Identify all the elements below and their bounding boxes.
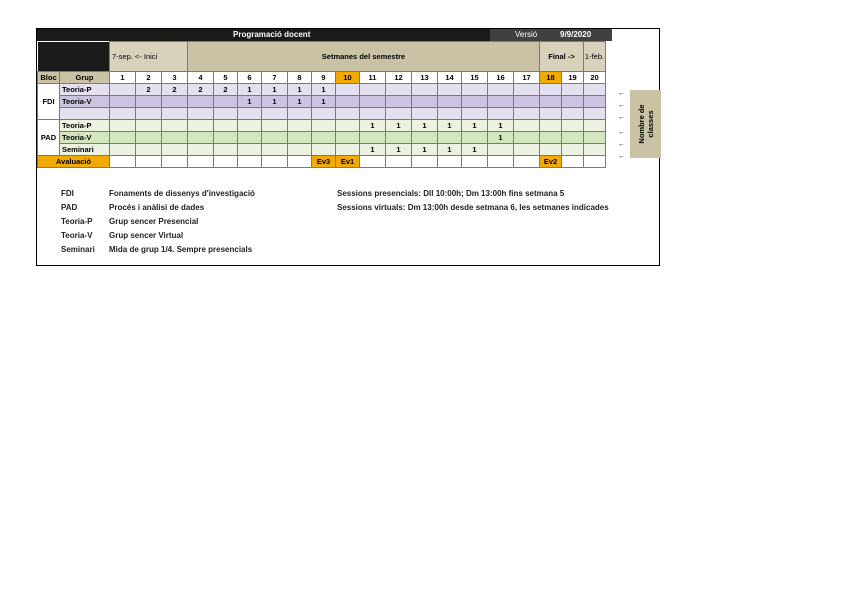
week-cell: [462, 132, 488, 144]
week-header: 11: [360, 72, 386, 84]
evaluation-cell: [136, 156, 162, 168]
week-cell: [584, 144, 606, 156]
week-cell: [488, 108, 514, 120]
week-header: 3: [162, 72, 188, 84]
week-cell: 2: [162, 84, 188, 96]
week-cell: [584, 108, 606, 120]
week-cell: [262, 108, 288, 120]
week-cell: [336, 144, 360, 156]
week-cell: [540, 132, 562, 144]
week-cell: [288, 108, 312, 120]
week-cell: [336, 84, 360, 96]
week-header: 15: [462, 72, 488, 84]
grup-cell: Teoria-P: [60, 120, 110, 132]
week-header: 16: [488, 72, 514, 84]
week-cell: [488, 84, 514, 96]
banner-middle: Setmanes del semestre: [188, 42, 540, 72]
week-cell: [162, 132, 188, 144]
week-cell: 1: [438, 144, 462, 156]
week-cell: [386, 132, 412, 144]
week-header: 1: [110, 72, 136, 84]
week-header: 17: [514, 72, 540, 84]
week-cell: [136, 96, 162, 108]
banner-end: Final ->: [540, 42, 584, 72]
week-cell: 1: [312, 96, 336, 108]
evaluation-cell: Ev3: [312, 156, 336, 168]
week-cell: [438, 96, 462, 108]
week-cell: [162, 120, 188, 132]
week-cell: 1: [238, 96, 262, 108]
week-cell: 1: [288, 96, 312, 108]
arrow-left-icon: ←: [618, 141, 625, 148]
week-header: 18: [540, 72, 562, 84]
week-cell: [360, 132, 386, 144]
week-cell: [438, 132, 462, 144]
week-cell: [584, 96, 606, 108]
evaluation-cell: [562, 156, 584, 168]
week-cell: 1: [438, 120, 462, 132]
week-cell: [562, 108, 584, 120]
week-cell: [336, 96, 360, 108]
legend-key: FDI: [61, 189, 74, 198]
week-cell: [540, 84, 562, 96]
evaluation-cell: [214, 156, 238, 168]
week-cell: [162, 96, 188, 108]
week-cell: [238, 144, 262, 156]
evaluation-cell: [162, 156, 188, 168]
week-cell: 1: [488, 120, 514, 132]
evaluation-label: Avaluació: [38, 156, 110, 168]
week-cell: [110, 120, 136, 132]
week-cell: [438, 84, 462, 96]
week-cell: 1: [462, 120, 488, 132]
table-row: [38, 108, 606, 120]
week-header: 12: [386, 72, 412, 84]
week-cell: [214, 96, 238, 108]
blank-corner: [38, 42, 110, 72]
week-cell: [462, 96, 488, 108]
week-header: 5: [214, 72, 238, 84]
evaluation-cell: [386, 156, 412, 168]
week-cell: [412, 108, 438, 120]
week-cell: 2: [214, 84, 238, 96]
week-cell: [136, 108, 162, 120]
week-cell: [188, 96, 214, 108]
week-cell: 2: [136, 84, 162, 96]
week-cell: [412, 132, 438, 144]
week-cell: [136, 132, 162, 144]
evaluation-cell: Ev2: [540, 156, 562, 168]
week-cell: 1: [488, 132, 514, 144]
week-cell: 1: [462, 144, 488, 156]
week-cell: [238, 120, 262, 132]
page-title: Programació docent: [233, 30, 311, 39]
week-header: 19: [562, 72, 584, 84]
week-cell: [312, 108, 336, 120]
week-cell: [288, 120, 312, 132]
evaluation-cell: Ev1: [336, 156, 360, 168]
week-cell: [540, 144, 562, 156]
week-cell: 2: [188, 84, 214, 96]
schedule-table: [37, 41, 606, 168]
week-cell: [110, 132, 136, 144]
grup-cell: Seminari: [60, 144, 110, 156]
week-cell: [462, 84, 488, 96]
week-cell: 1: [262, 84, 288, 96]
week-header: 9: [312, 72, 336, 84]
legend-value: Fonaments de dissenys d'investigació: [109, 189, 255, 198]
week-cell: [262, 144, 288, 156]
week-cell: 1: [386, 120, 412, 132]
week-cell: [514, 108, 540, 120]
week-cell: [214, 108, 238, 120]
week-cell: 1: [262, 96, 288, 108]
week-cell: 1: [386, 144, 412, 156]
week-cell: 1: [360, 144, 386, 156]
week-cell: [336, 108, 360, 120]
evaluation-cell: [514, 156, 540, 168]
bloc-cell: FDI: [38, 84, 60, 120]
week-cell: [262, 132, 288, 144]
evaluation-row: [38, 156, 606, 168]
legend-key: PAD: [61, 203, 78, 212]
week-cell: [238, 108, 262, 120]
bloc-header: Bloc: [38, 72, 60, 84]
week-cell: 1: [312, 84, 336, 96]
grup-cell: Teoria-V: [60, 96, 110, 108]
week-cell: [162, 144, 188, 156]
week-header: 7: [262, 72, 288, 84]
week-cell: [136, 144, 162, 156]
grup-cell: [60, 108, 110, 120]
week-cell: [540, 96, 562, 108]
week-cell: [110, 144, 136, 156]
week-cell: [412, 96, 438, 108]
version-area: [490, 29, 612, 41]
week-cell: [488, 96, 514, 108]
legend-value: Grup sencer Virtual: [109, 231, 184, 240]
bloc-cell: PAD: [38, 120, 60, 156]
arrow-left-icon: ←: [618, 153, 625, 160]
evaluation-cell: [584, 156, 606, 168]
table-row: [38, 84, 606, 96]
week-cell: [540, 108, 562, 120]
version-label: Versió: [515, 30, 538, 39]
week-cell: [514, 132, 540, 144]
week-cell: [162, 108, 188, 120]
table-row: [38, 120, 606, 132]
side-label: [630, 90, 661, 158]
legend-value: Procés i anàlisi de dades: [109, 203, 205, 212]
week-header: 10: [336, 72, 360, 84]
table-row: [38, 96, 606, 108]
week-cell: [514, 84, 540, 96]
legend-value: Grup sencer Presencial: [109, 217, 199, 226]
week-cell: [110, 108, 136, 120]
week-cell: [360, 108, 386, 120]
table-row: [38, 144, 606, 156]
grup-header: Grup: [60, 72, 110, 84]
week-cell: [188, 132, 214, 144]
week-cell: [136, 120, 162, 132]
week-header-row: [38, 72, 606, 84]
legend-key: Seminari: [61, 245, 95, 254]
arrow-left-icon: ←: [618, 90, 625, 97]
week-cell: [110, 96, 136, 108]
evaluation-cell: [262, 156, 288, 168]
arrow-left-icon: ←: [618, 102, 625, 109]
week-cell: [386, 84, 412, 96]
arrow-left-icon: ←: [618, 114, 625, 121]
table-row: [38, 132, 606, 144]
evaluation-cell: [360, 156, 386, 168]
week-cell: [584, 120, 606, 132]
week-cell: [584, 132, 606, 144]
evaluation-cell: [412, 156, 438, 168]
week-header: 4: [188, 72, 214, 84]
week-cell: [360, 84, 386, 96]
grup-cell: Teoria-P: [60, 84, 110, 96]
evaluation-cell: [238, 156, 262, 168]
evaluation-cell: [110, 156, 136, 168]
week-cell: [462, 108, 488, 120]
sessions-presencials: Sessions presencials: Dll 10:00h; Dm 13:00h fins setmana 5: [337, 189, 565, 198]
week-cell: [412, 84, 438, 96]
evaluation-cell: [462, 156, 488, 168]
week-cell: [514, 144, 540, 156]
week-header: 13: [412, 72, 438, 84]
week-header: 14: [438, 72, 462, 84]
week-cell: [188, 144, 214, 156]
week-cell: [562, 84, 584, 96]
week-cell: [540, 120, 562, 132]
evaluation-cell: [438, 156, 462, 168]
week-cell: [438, 108, 462, 120]
week-cell: [238, 132, 262, 144]
legend-key: Teoria-P: [61, 217, 93, 226]
sessions-virtuals: Sessions virtuals: Dm 13:00h desde setmana 6, les setmanes indicades: [337, 203, 609, 212]
week-header: 2: [136, 72, 162, 84]
week-cell: [514, 120, 540, 132]
week-cell: 1: [288, 84, 312, 96]
week-cell: [312, 132, 336, 144]
week-cell: [288, 132, 312, 144]
week-header: 20: [584, 72, 606, 84]
week-cell: [584, 84, 606, 96]
banner-end-date: 1-feb.: [584, 42, 606, 72]
week-cell: [562, 120, 584, 132]
week-cell: [336, 132, 360, 144]
week-cell: [488, 144, 514, 156]
week-cell: [386, 96, 412, 108]
week-cell: [312, 144, 336, 156]
week-cell: [262, 120, 288, 132]
week-cell: [188, 120, 214, 132]
week-cell: [110, 84, 136, 96]
week-cell: 1: [412, 144, 438, 156]
side-label-text: Nombre de classes: [636, 104, 655, 144]
week-cell: [214, 144, 238, 156]
week-cell: [214, 132, 238, 144]
week-cell: [562, 132, 584, 144]
week-cell: [312, 120, 336, 132]
week-cell: [188, 108, 214, 120]
week-header: 8: [288, 72, 312, 84]
schedule-sheet: [36, 28, 660, 266]
legend-key: Teoria-V: [61, 231, 93, 240]
grup-cell: Teoria-V: [60, 132, 110, 144]
week-cell: [386, 108, 412, 120]
week-cell: [288, 144, 312, 156]
evaluation-cell: [288, 156, 312, 168]
evaluation-cell: [488, 156, 514, 168]
legend-value: Mida de grup 1/4. Sempre presencials: [109, 245, 253, 254]
week-cell: 1: [412, 120, 438, 132]
version-date: 9/9/2020: [560, 30, 592, 39]
banner-start: 7-sep. <- Inici: [110, 42, 188, 72]
week-cell: [514, 96, 540, 108]
week-cell: [562, 96, 584, 108]
week-cell: [562, 144, 584, 156]
week-cell: [214, 120, 238, 132]
evaluation-cell: [188, 156, 214, 168]
week-header: 6: [238, 72, 262, 84]
arrow-left-icon: ←: [618, 129, 625, 136]
week-cell: 1: [238, 84, 262, 96]
week-cell: [336, 120, 360, 132]
week-cell: [360, 96, 386, 108]
week-cell: 1: [360, 120, 386, 132]
